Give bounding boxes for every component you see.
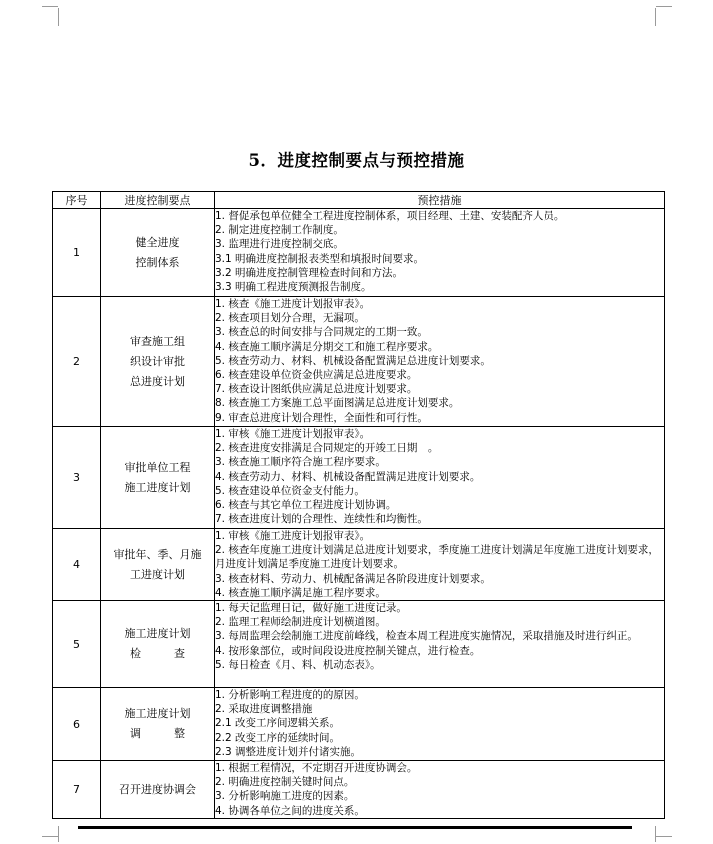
table-row — [53, 688, 665, 761]
row-number: 1 — [53, 209, 101, 297]
control-point-line: 施工进度计划 — [124, 627, 191, 641]
table-row — [53, 601, 665, 688]
measure-item: 2. 采取进度调整措施 — [215, 703, 313, 716]
measure-item: 3. 核查总的时间安排与合同规定的工期一致。 — [215, 326, 428, 339]
measure-item: 2. 核查年度施工进度计划满足总进度计划要求，季度施工进度计划满足年度施工进度计划要求，月进度计划满足季度施工进度计划要求。 — [215, 544, 659, 571]
measure-item: 2.1 改变工序间逻辑关系。 — [215, 717, 341, 730]
control-point-line: 召开进度协调会 — [119, 782, 196, 796]
measure-item: 3. 监理进行进度控制交底。 — [215, 238, 344, 251]
measures-cell — [215, 297, 665, 427]
corner-mark — [58, 8, 59, 26]
section-heading: 5．进度控制要点与预控措施 — [248, 151, 465, 170]
measure-item: 4. 核查施工顺序满足分期交工和施工程序要求。 — [215, 340, 439, 353]
measure-item: 4. 协调各单位之间的进度关系。 — [215, 804, 365, 817]
corner-mark — [42, 836, 58, 837]
control-point-line: 调 整 — [130, 727, 185, 741]
measure-item: 7. 核查设计图纸供应满足总进度计划要求。 — [215, 383, 418, 396]
header-control-point: 进度控制要点 — [101, 192, 215, 209]
control-point-line: 织设计审批 — [130, 354, 185, 368]
measure-item: 1. 审核《施工进度计划报审表》。 — [215, 530, 371, 542]
measure-item: 2. 制定进度控制工作制度。 — [215, 224, 344, 237]
measure-item: 2. 核查进度安排满足合同规定的开竣工日期 。 — [215, 442, 439, 455]
measure-item: 3.3 明确工程进度预测报告制度。 — [215, 281, 372, 294]
measure-item: 5. 每日检查《月、料、机动态表》。 — [215, 658, 381, 671]
table-row — [53, 761, 665, 819]
measure-item: 1. 每天记监理日记，做好施工进度记录。 — [215, 602, 407, 615]
footer-rule — [78, 826, 632, 829]
measures-cell — [215, 761, 665, 819]
control-point-line: 总进度计划 — [130, 374, 185, 388]
control-point-line: 审查施工组 — [130, 334, 185, 348]
measure-item: 4. 核查施工顺序满足施工程序要求。 — [215, 586, 386, 599]
control-point — [101, 427, 215, 529]
header-measures: 预控措施 — [215, 192, 665, 209]
row-number: 4 — [53, 529, 101, 601]
measure-item: 2.3 调整进度计划并付诸实施。 — [215, 745, 362, 758]
progress-control-table — [52, 191, 665, 819]
measures-cell — [215, 688, 665, 761]
measure-item: 3.1 明确进度控制报表类型和填报时间要求。 — [215, 252, 425, 265]
corner-mark — [655, 8, 656, 26]
control-point — [101, 209, 215, 297]
table-row — [53, 427, 665, 529]
control-point — [101, 529, 215, 601]
measure-item: 4. 核查劳动力、材料、机械设备配置满足进度计划要求。 — [215, 470, 481, 483]
corner-mark — [58, 826, 59, 842]
corner-mark — [656, 836, 672, 837]
measure-item: 3. 核查材料、劳动力、机械配备满足各阶段进度计划要求。 — [215, 572, 491, 585]
control-point-line: 审批单位工程 — [124, 460, 191, 474]
measure-item: 2. 明确进度控制关键时间点。 — [215, 776, 355, 789]
measure-item: 9. 审查总进度计划合理性，全面性和可行性。 — [215, 411, 428, 424]
measure-item: 4. 按形象部位，或时间段设进度控制关键点，进行检查。 — [215, 644, 481, 657]
corner-mark — [656, 6, 672, 7]
measure-item: 6. 核查建设单位资金供应满足总进度要求。 — [215, 369, 418, 382]
row-number: 6 — [53, 688, 101, 761]
measure-item: 3. 核查施工顺序符合施工程序要求。 — [215, 456, 386, 469]
control-point — [101, 688, 215, 761]
measure-item: 1. 根据工程情况，不定期召开进度协调会。 — [215, 762, 418, 775]
corner-mark — [655, 826, 656, 842]
control-point-line: 检 查 — [130, 647, 185, 661]
measures-cell — [215, 427, 665, 529]
measure-item: 6. 核查与其它单位工程进度计划协调。 — [215, 499, 397, 512]
row-number: 7 — [53, 761, 101, 819]
measure-item: 3. 分析影响施工进度的因素。 — [215, 790, 355, 803]
measure-item: 1. 审核《施工进度计划报审表》。 — [215, 428, 371, 440]
measure-item: 2.2 改变工序的延续时间。 — [215, 731, 341, 744]
control-point-line: 健全进度 — [135, 235, 180, 249]
measure-item: 1. 督促承包单位健全工程进度控制体系，项目经理、土建、安装配齐人员。 — [215, 210, 565, 222]
control-point-line: 施工进度计划 — [124, 480, 191, 494]
corner-mark — [42, 6, 58, 7]
measure-item: 5. 核查建设单位资金支付能力。 — [215, 484, 365, 497]
measure-item: 8. 核查施工方案施工总平面图满足总进度计划要求。 — [215, 397, 460, 410]
control-point-line: 施工进度计划 — [124, 707, 191, 721]
header-no: 序号 — [53, 192, 101, 209]
measure-item: 2. 监理工程师绘制进度计划横道图。 — [215, 616, 386, 629]
measure-item: 1. 分析影响工程进度的的原因。 — [215, 689, 365, 702]
row-number: 3 — [53, 427, 101, 529]
measure-item: 5. 核查劳动力、材料、机械设备配置满足总进度计划要求。 — [215, 354, 491, 367]
measure-item: 7. 核查进度计划的合理性、连续性和均衡性。 — [215, 513, 428, 526]
measures-cell — [215, 209, 665, 297]
row-number: 2 — [53, 297, 101, 427]
table-header-row — [53, 192, 665, 209]
measure-item: 3. 每周监理会绘制施工进度前峰线，检查本周工程进度实施情况，采取措施及时进行纠正。 — [215, 630, 638, 643]
control-point-line: 控制体系 — [135, 255, 180, 269]
row-number: 5 — [53, 601, 101, 688]
control-point — [101, 601, 215, 688]
table-row — [53, 297, 665, 427]
measure-item: 1. 核查《施工进度计划报审表》。 — [215, 298, 371, 310]
table-row — [53, 529, 665, 601]
measures-cell — [215, 529, 665, 601]
control-point — [101, 761, 215, 819]
control-point-line: 工进度计划 — [130, 567, 185, 581]
table-row — [53, 209, 665, 297]
control-point-line: 审批年、季、月施 — [113, 547, 202, 561]
measure-item: 2. 核查项目划分合理，无漏项。 — [215, 312, 365, 325]
measure-item: 3.2 明确进度控制管理检查时间和方法。 — [215, 266, 404, 279]
control-point — [101, 297, 215, 427]
measures-cell — [215, 601, 665, 688]
